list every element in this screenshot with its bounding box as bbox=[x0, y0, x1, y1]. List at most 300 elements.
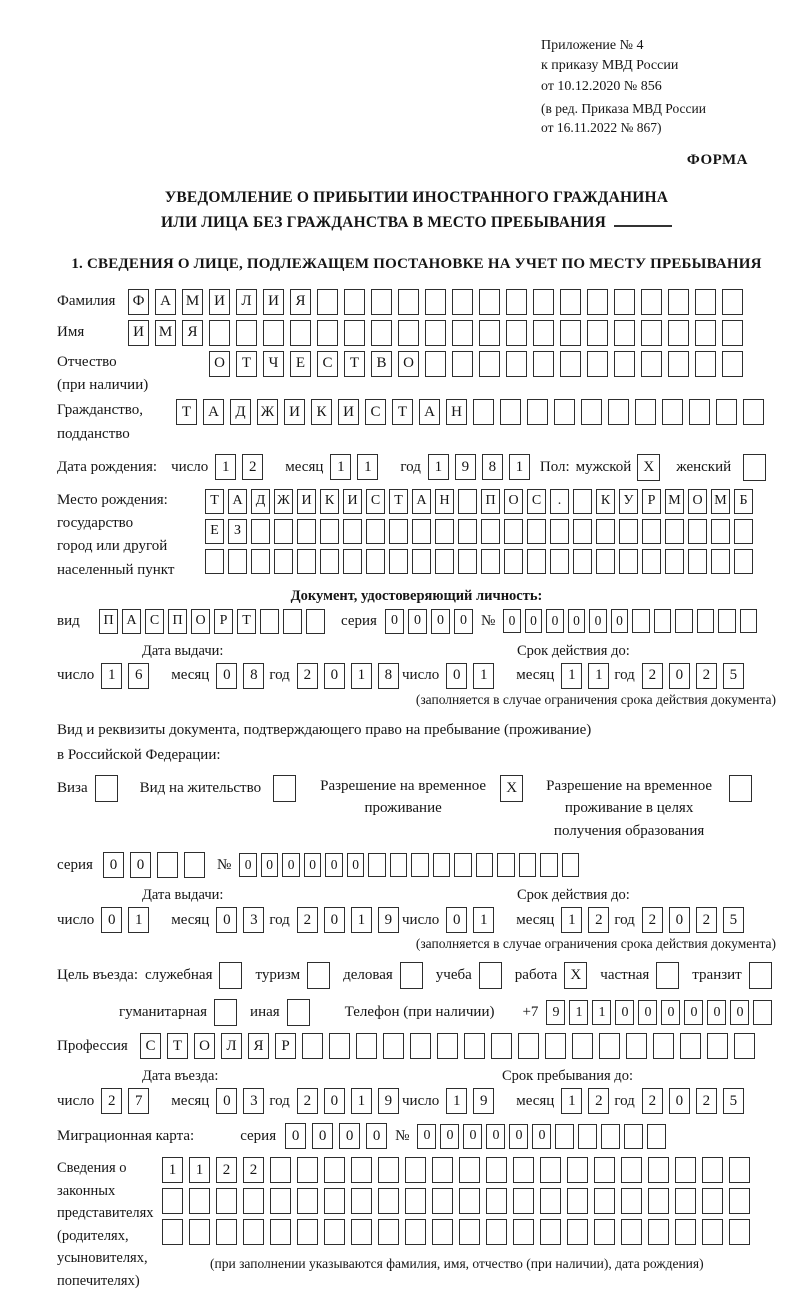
char-box[interactable]: 0 bbox=[417, 1124, 436, 1149]
char-box[interactable]: 0 bbox=[325, 853, 343, 877]
char-box[interactable] bbox=[506, 289, 527, 315]
char-box[interactable]: 0 bbox=[589, 609, 607, 633]
char-box[interactable] bbox=[398, 289, 419, 315]
char-box[interactable]: И bbox=[297, 489, 316, 514]
char-box[interactable] bbox=[540, 1219, 561, 1245]
char-box[interactable] bbox=[435, 549, 454, 574]
char-box[interactable]: 0 bbox=[304, 853, 322, 877]
char-box[interactable]: К bbox=[596, 489, 615, 514]
char-box[interactable]: 0 bbox=[261, 853, 279, 877]
char-box[interactable]: 1 bbox=[588, 663, 609, 689]
char-box[interactable] bbox=[642, 519, 661, 544]
char-box[interactable] bbox=[368, 853, 386, 877]
char-box[interactable]: Л bbox=[236, 289, 257, 315]
char-box[interactable] bbox=[550, 519, 569, 544]
char-box[interactable] bbox=[458, 519, 477, 544]
residence-permit-checkbox[interactable] bbox=[273, 775, 296, 802]
char-box[interactable]: П bbox=[481, 489, 500, 514]
char-box[interactable]: 9 bbox=[378, 907, 399, 933]
char-box[interactable] bbox=[371, 289, 392, 315]
char-box[interactable] bbox=[648, 1188, 669, 1214]
char-box[interactable] bbox=[378, 1157, 399, 1183]
char-box[interactable]: М bbox=[155, 320, 176, 346]
char-box[interactable]: 9 bbox=[455, 454, 476, 480]
char-box[interactable] bbox=[458, 549, 477, 574]
char-box[interactable]: О bbox=[194, 1033, 215, 1059]
char-box[interactable]: И bbox=[263, 289, 284, 315]
char-box[interactable]: 0 bbox=[611, 609, 629, 633]
char-box[interactable] bbox=[689, 399, 710, 425]
char-box[interactable] bbox=[621, 1188, 642, 1214]
char-box[interactable]: Т bbox=[236, 351, 257, 377]
char-box[interactable] bbox=[596, 519, 615, 544]
char-box[interactable] bbox=[648, 1157, 669, 1183]
char-box[interactable]: О bbox=[398, 351, 419, 377]
char-box[interactable]: 1 bbox=[351, 663, 372, 689]
char-box[interactable] bbox=[189, 1188, 210, 1214]
char-box[interactable] bbox=[464, 1033, 485, 1059]
char-box[interactable] bbox=[695, 289, 716, 315]
char-box[interactable]: П bbox=[99, 609, 118, 634]
char-box[interactable] bbox=[596, 549, 615, 574]
char-box[interactable] bbox=[513, 1188, 534, 1214]
temp-residence-education-checkbox[interactable] bbox=[729, 775, 752, 802]
purpose-official-checkbox[interactable] bbox=[219, 962, 242, 989]
char-box[interactable] bbox=[405, 1188, 426, 1214]
char-box[interactable] bbox=[389, 519, 408, 544]
char-box[interactable] bbox=[550, 549, 569, 574]
char-box[interactable] bbox=[317, 320, 338, 346]
char-box[interactable] bbox=[243, 1188, 264, 1214]
char-box[interactable] bbox=[648, 1219, 669, 1245]
char-box[interactable] bbox=[157, 852, 178, 878]
char-box[interactable] bbox=[567, 1157, 588, 1183]
char-box[interactable]: 0 bbox=[282, 853, 300, 877]
char-box[interactable] bbox=[251, 519, 270, 544]
char-box[interactable] bbox=[594, 1219, 615, 1245]
char-box[interactable]: 1 bbox=[215, 454, 236, 480]
char-box[interactable]: 2 bbox=[297, 1088, 318, 1114]
char-box[interactable] bbox=[486, 1157, 507, 1183]
char-box[interactable] bbox=[486, 1188, 507, 1214]
char-box[interactable]: 8 bbox=[243, 663, 264, 689]
char-box[interactable]: 1 bbox=[428, 454, 449, 480]
char-box[interactable]: 0 bbox=[239, 853, 257, 877]
char-box[interactable]: 0 bbox=[312, 1123, 333, 1149]
char-box[interactable]: 0 bbox=[324, 1088, 345, 1114]
char-box[interactable]: Ф bbox=[128, 289, 149, 315]
char-box[interactable] bbox=[283, 609, 302, 634]
char-box[interactable]: Р bbox=[214, 609, 233, 634]
char-box[interactable] bbox=[500, 399, 521, 425]
char-box[interactable] bbox=[506, 320, 527, 346]
char-box[interactable]: 7 bbox=[128, 1088, 149, 1114]
char-box[interactable] bbox=[356, 1033, 377, 1059]
char-box[interactable] bbox=[452, 289, 473, 315]
char-box[interactable]: Н bbox=[435, 489, 454, 514]
char-box[interactable] bbox=[513, 1157, 534, 1183]
char-box[interactable]: 0 bbox=[684, 1000, 703, 1025]
char-box[interactable] bbox=[668, 351, 689, 377]
char-box[interactable]: С bbox=[365, 399, 386, 425]
char-box[interactable] bbox=[189, 1219, 210, 1245]
char-box[interactable]: . bbox=[550, 489, 569, 514]
char-box[interactable] bbox=[263, 320, 284, 346]
char-box[interactable]: Т bbox=[389, 489, 408, 514]
char-box[interactable]: И bbox=[343, 489, 362, 514]
char-box[interactable] bbox=[668, 289, 689, 315]
char-box[interactable] bbox=[675, 1157, 696, 1183]
char-box[interactable] bbox=[251, 549, 270, 574]
sex-male-checkbox[interactable]: X bbox=[637, 454, 660, 481]
char-box[interactable] bbox=[675, 1188, 696, 1214]
char-box[interactable] bbox=[162, 1188, 183, 1214]
char-box[interactable] bbox=[729, 1219, 750, 1245]
char-box[interactable] bbox=[614, 289, 635, 315]
char-box[interactable] bbox=[479, 320, 500, 346]
char-box[interactable] bbox=[680, 1033, 701, 1059]
char-box[interactable] bbox=[573, 549, 592, 574]
char-box[interactable] bbox=[665, 519, 684, 544]
char-box[interactable] bbox=[236, 320, 257, 346]
char-box[interactable] bbox=[324, 1219, 345, 1245]
char-box[interactable]: О bbox=[504, 489, 523, 514]
char-box[interactable] bbox=[476, 853, 494, 877]
char-box[interactable] bbox=[572, 1033, 593, 1059]
char-box[interactable]: 0 bbox=[130, 852, 151, 878]
char-box[interactable] bbox=[695, 320, 716, 346]
char-box[interactable]: О bbox=[688, 489, 707, 514]
char-box[interactable]: А bbox=[155, 289, 176, 315]
char-box[interactable]: 0 bbox=[615, 1000, 634, 1025]
char-box[interactable]: Д bbox=[251, 489, 270, 514]
char-box[interactable] bbox=[560, 320, 581, 346]
char-box[interactable]: 1 bbox=[446, 1088, 467, 1114]
char-box[interactable]: 2 bbox=[696, 1088, 717, 1114]
char-box[interactable] bbox=[594, 1188, 615, 1214]
char-box[interactable]: 2 bbox=[588, 907, 609, 933]
char-box[interactable] bbox=[411, 853, 429, 877]
char-box[interactable]: 2 bbox=[696, 663, 717, 689]
char-box[interactable] bbox=[437, 1033, 458, 1059]
char-box[interactable]: 2 bbox=[642, 907, 663, 933]
char-box[interactable]: 5 bbox=[723, 907, 744, 933]
char-box[interactable]: 0 bbox=[486, 1124, 505, 1149]
char-box[interactable] bbox=[734, 549, 753, 574]
char-box[interactable]: Е bbox=[205, 519, 224, 544]
char-box[interactable] bbox=[216, 1188, 237, 1214]
char-box[interactable] bbox=[554, 399, 575, 425]
char-box[interactable]: А bbox=[122, 609, 141, 634]
char-box[interactable]: Б bbox=[734, 489, 753, 514]
char-box[interactable] bbox=[324, 1188, 345, 1214]
char-box[interactable]: Я bbox=[248, 1033, 269, 1059]
char-box[interactable] bbox=[270, 1219, 291, 1245]
char-box[interactable]: 0 bbox=[285, 1123, 306, 1149]
char-box[interactable]: 0 bbox=[503, 609, 521, 633]
char-box[interactable] bbox=[452, 351, 473, 377]
char-box[interactable]: 2 bbox=[696, 907, 717, 933]
sex-female-checkbox[interactable] bbox=[743, 454, 766, 481]
char-box[interactable] bbox=[753, 1000, 772, 1025]
char-box[interactable] bbox=[405, 1157, 426, 1183]
char-box[interactable] bbox=[743, 399, 764, 425]
char-box[interactable]: Н bbox=[446, 399, 467, 425]
purpose-study-checkbox[interactable] bbox=[479, 962, 502, 989]
char-box[interactable] bbox=[668, 320, 689, 346]
char-box[interactable] bbox=[479, 351, 500, 377]
char-box[interactable]: 2 bbox=[101, 1088, 122, 1114]
char-box[interactable] bbox=[351, 1157, 372, 1183]
char-box[interactable]: 0 bbox=[339, 1123, 360, 1149]
char-box[interactable]: 1 bbox=[351, 907, 372, 933]
char-box[interactable]: 0 bbox=[638, 1000, 657, 1025]
char-box[interactable]: 8 bbox=[378, 663, 399, 689]
char-box[interactable]: 0 bbox=[446, 663, 467, 689]
char-box[interactable] bbox=[270, 1188, 291, 1214]
char-box[interactable]: 1 bbox=[561, 1088, 582, 1114]
char-box[interactable] bbox=[297, 519, 316, 544]
char-box[interactable] bbox=[662, 399, 683, 425]
char-box[interactable]: 9 bbox=[378, 1088, 399, 1114]
char-box[interactable] bbox=[366, 519, 385, 544]
char-box[interactable]: Ч bbox=[263, 351, 284, 377]
char-box[interactable] bbox=[351, 1219, 372, 1245]
char-box[interactable] bbox=[619, 549, 638, 574]
char-box[interactable]: 0 bbox=[532, 1124, 551, 1149]
char-box[interactable] bbox=[578, 1124, 597, 1149]
char-box[interactable]: 2 bbox=[642, 663, 663, 689]
char-box[interactable]: 9 bbox=[473, 1088, 494, 1114]
char-box[interactable] bbox=[555, 1124, 574, 1149]
char-box[interactable]: 2 bbox=[642, 1088, 663, 1114]
char-box[interactable] bbox=[504, 549, 523, 574]
char-box[interactable]: 1 bbox=[561, 663, 582, 689]
char-box[interactable]: А bbox=[203, 399, 224, 425]
char-box[interactable]: С bbox=[366, 489, 385, 514]
char-box[interactable]: 0 bbox=[568, 609, 586, 633]
char-box[interactable] bbox=[695, 351, 716, 377]
char-box[interactable]: А bbox=[228, 489, 247, 514]
char-box[interactable] bbox=[459, 1157, 480, 1183]
purpose-tourism-checkbox[interactable] bbox=[307, 962, 330, 989]
char-box[interactable]: Т bbox=[344, 351, 365, 377]
char-box[interactable]: 2 bbox=[243, 1157, 264, 1183]
char-box[interactable] bbox=[216, 1219, 237, 1245]
char-box[interactable] bbox=[675, 609, 693, 633]
char-box[interactable] bbox=[320, 549, 339, 574]
char-box[interactable] bbox=[722, 351, 743, 377]
char-box[interactable] bbox=[497, 853, 515, 877]
char-box[interactable]: Р bbox=[275, 1033, 296, 1059]
visa-checkbox[interactable] bbox=[95, 775, 118, 802]
char-box[interactable] bbox=[486, 1219, 507, 1245]
char-box[interactable] bbox=[635, 399, 656, 425]
char-box[interactable] bbox=[270, 1157, 291, 1183]
char-box[interactable] bbox=[702, 1188, 723, 1214]
char-box[interactable] bbox=[734, 519, 753, 544]
char-box[interactable]: Ж bbox=[257, 399, 278, 425]
char-box[interactable] bbox=[378, 1219, 399, 1245]
purpose-transit-checkbox[interactable] bbox=[749, 962, 772, 989]
char-box[interactable] bbox=[433, 853, 451, 877]
char-box[interactable] bbox=[481, 549, 500, 574]
char-box[interactable] bbox=[718, 609, 736, 633]
char-box[interactable] bbox=[290, 320, 311, 346]
char-box[interactable] bbox=[481, 519, 500, 544]
char-box[interactable] bbox=[614, 320, 635, 346]
char-box[interactable] bbox=[734, 1033, 755, 1059]
char-box[interactable] bbox=[688, 519, 707, 544]
char-box[interactable]: 1 bbox=[473, 907, 494, 933]
char-box[interactable]: К bbox=[320, 489, 339, 514]
char-box[interactable]: 0 bbox=[324, 663, 345, 689]
char-box[interactable] bbox=[302, 1033, 323, 1059]
char-box[interactable] bbox=[432, 1188, 453, 1214]
char-box[interactable] bbox=[587, 320, 608, 346]
char-box[interactable] bbox=[702, 1219, 723, 1245]
char-box[interactable] bbox=[297, 549, 316, 574]
char-box[interactable]: И bbox=[284, 399, 305, 425]
char-box[interactable]: О bbox=[209, 351, 230, 377]
char-box[interactable] bbox=[452, 320, 473, 346]
char-box[interactable]: 0 bbox=[463, 1124, 482, 1149]
char-box[interactable] bbox=[560, 351, 581, 377]
char-box[interactable] bbox=[344, 320, 365, 346]
char-box[interactable]: 1 bbox=[330, 454, 351, 480]
char-box[interactable]: 5 bbox=[723, 1088, 744, 1114]
char-box[interactable]: 3 bbox=[243, 907, 264, 933]
char-box[interactable] bbox=[527, 399, 548, 425]
char-box[interactable] bbox=[587, 289, 608, 315]
char-box[interactable]: В bbox=[371, 351, 392, 377]
char-box[interactable]: Л bbox=[221, 1033, 242, 1059]
char-box[interactable] bbox=[594, 1157, 615, 1183]
char-box[interactable]: С bbox=[527, 489, 546, 514]
char-box[interactable] bbox=[371, 320, 392, 346]
char-box[interactable]: 8 bbox=[482, 454, 503, 480]
char-box[interactable] bbox=[324, 1157, 345, 1183]
char-box[interactable]: 0 bbox=[431, 609, 450, 634]
char-box[interactable]: А bbox=[419, 399, 440, 425]
char-box[interactable]: 0 bbox=[669, 907, 690, 933]
char-box[interactable] bbox=[642, 549, 661, 574]
char-box[interactable]: З bbox=[228, 519, 247, 544]
char-box[interactable] bbox=[389, 549, 408, 574]
char-box[interactable] bbox=[274, 549, 293, 574]
char-box[interactable] bbox=[398, 320, 419, 346]
char-box[interactable] bbox=[243, 1219, 264, 1245]
char-box[interactable]: М bbox=[665, 489, 684, 514]
char-box[interactable]: Т bbox=[167, 1033, 188, 1059]
char-box[interactable]: Р bbox=[642, 489, 661, 514]
char-box[interactable]: 0 bbox=[661, 1000, 680, 1025]
char-box[interactable] bbox=[540, 853, 558, 877]
char-box[interactable]: 1 bbox=[162, 1157, 183, 1183]
char-box[interactable] bbox=[632, 609, 650, 633]
char-box[interactable]: 0 bbox=[216, 663, 237, 689]
char-box[interactable] bbox=[410, 1033, 431, 1059]
char-box[interactable] bbox=[533, 289, 554, 315]
char-box[interactable]: С bbox=[317, 351, 338, 377]
char-box[interactable] bbox=[329, 1033, 350, 1059]
char-box[interactable] bbox=[540, 1188, 561, 1214]
char-box[interactable] bbox=[518, 1033, 539, 1059]
char-box[interactable] bbox=[702, 1157, 723, 1183]
char-box[interactable] bbox=[711, 519, 730, 544]
char-box[interactable] bbox=[473, 399, 494, 425]
char-box[interactable]: Т bbox=[176, 399, 197, 425]
char-box[interactable]: О bbox=[191, 609, 210, 634]
char-box[interactable] bbox=[274, 519, 293, 544]
char-box[interactable] bbox=[740, 609, 758, 633]
char-box[interactable]: 1 bbox=[473, 663, 494, 689]
char-box[interactable] bbox=[306, 609, 325, 634]
char-box[interactable] bbox=[458, 489, 477, 514]
char-box[interactable] bbox=[608, 399, 629, 425]
char-box[interactable]: 5 bbox=[723, 663, 744, 689]
char-box[interactable] bbox=[653, 1033, 674, 1059]
char-box[interactable] bbox=[614, 351, 635, 377]
char-box[interactable]: Е bbox=[290, 351, 311, 377]
char-box[interactable]: 6 bbox=[128, 663, 149, 689]
char-box[interactable] bbox=[479, 289, 500, 315]
char-box[interactable]: 0 bbox=[509, 1124, 528, 1149]
char-box[interactable]: 1 bbox=[351, 1088, 372, 1114]
char-box[interactable] bbox=[707, 1033, 728, 1059]
char-box[interactable]: 0 bbox=[366, 1123, 387, 1149]
char-box[interactable] bbox=[573, 519, 592, 544]
char-box[interactable] bbox=[317, 289, 338, 315]
char-box[interactable]: Я bbox=[290, 289, 311, 315]
char-box[interactable]: 3 bbox=[243, 1088, 264, 1114]
char-box[interactable] bbox=[641, 320, 662, 346]
char-box[interactable] bbox=[513, 1219, 534, 1245]
char-box[interactable]: 0 bbox=[669, 663, 690, 689]
char-box[interactable] bbox=[654, 609, 672, 633]
char-box[interactable] bbox=[297, 1219, 318, 1245]
char-box[interactable] bbox=[641, 289, 662, 315]
char-box[interactable] bbox=[320, 519, 339, 544]
char-box[interactable]: 1 bbox=[101, 663, 122, 689]
char-box[interactable]: 1 bbox=[569, 1000, 588, 1025]
char-box[interactable] bbox=[432, 1219, 453, 1245]
char-box[interactable]: 0 bbox=[440, 1124, 459, 1149]
char-box[interactable] bbox=[297, 1157, 318, 1183]
char-box[interactable]: 1 bbox=[357, 454, 378, 480]
char-box[interactable]: 9 bbox=[546, 1000, 565, 1025]
purpose-business-checkbox[interactable] bbox=[400, 962, 423, 989]
char-box[interactable] bbox=[519, 853, 537, 877]
char-box[interactable]: М bbox=[711, 489, 730, 514]
char-box[interactable]: Я bbox=[182, 320, 203, 346]
char-box[interactable] bbox=[587, 351, 608, 377]
char-box[interactable]: 1 bbox=[592, 1000, 611, 1025]
purpose-humanitarian-checkbox[interactable] bbox=[214, 999, 237, 1026]
char-box[interactable] bbox=[297, 1188, 318, 1214]
char-box[interactable] bbox=[722, 289, 743, 315]
char-box[interactable]: 1 bbox=[561, 907, 582, 933]
char-box[interactable] bbox=[527, 549, 546, 574]
char-box[interactable] bbox=[533, 320, 554, 346]
char-box[interactable]: 0 bbox=[347, 853, 365, 877]
char-box[interactable]: 2 bbox=[297, 907, 318, 933]
char-box[interactable] bbox=[567, 1188, 588, 1214]
char-box[interactable] bbox=[209, 320, 230, 346]
char-box[interactable]: 1 bbox=[128, 907, 149, 933]
char-box[interactable] bbox=[540, 1157, 561, 1183]
char-box[interactable]: М bbox=[182, 289, 203, 315]
